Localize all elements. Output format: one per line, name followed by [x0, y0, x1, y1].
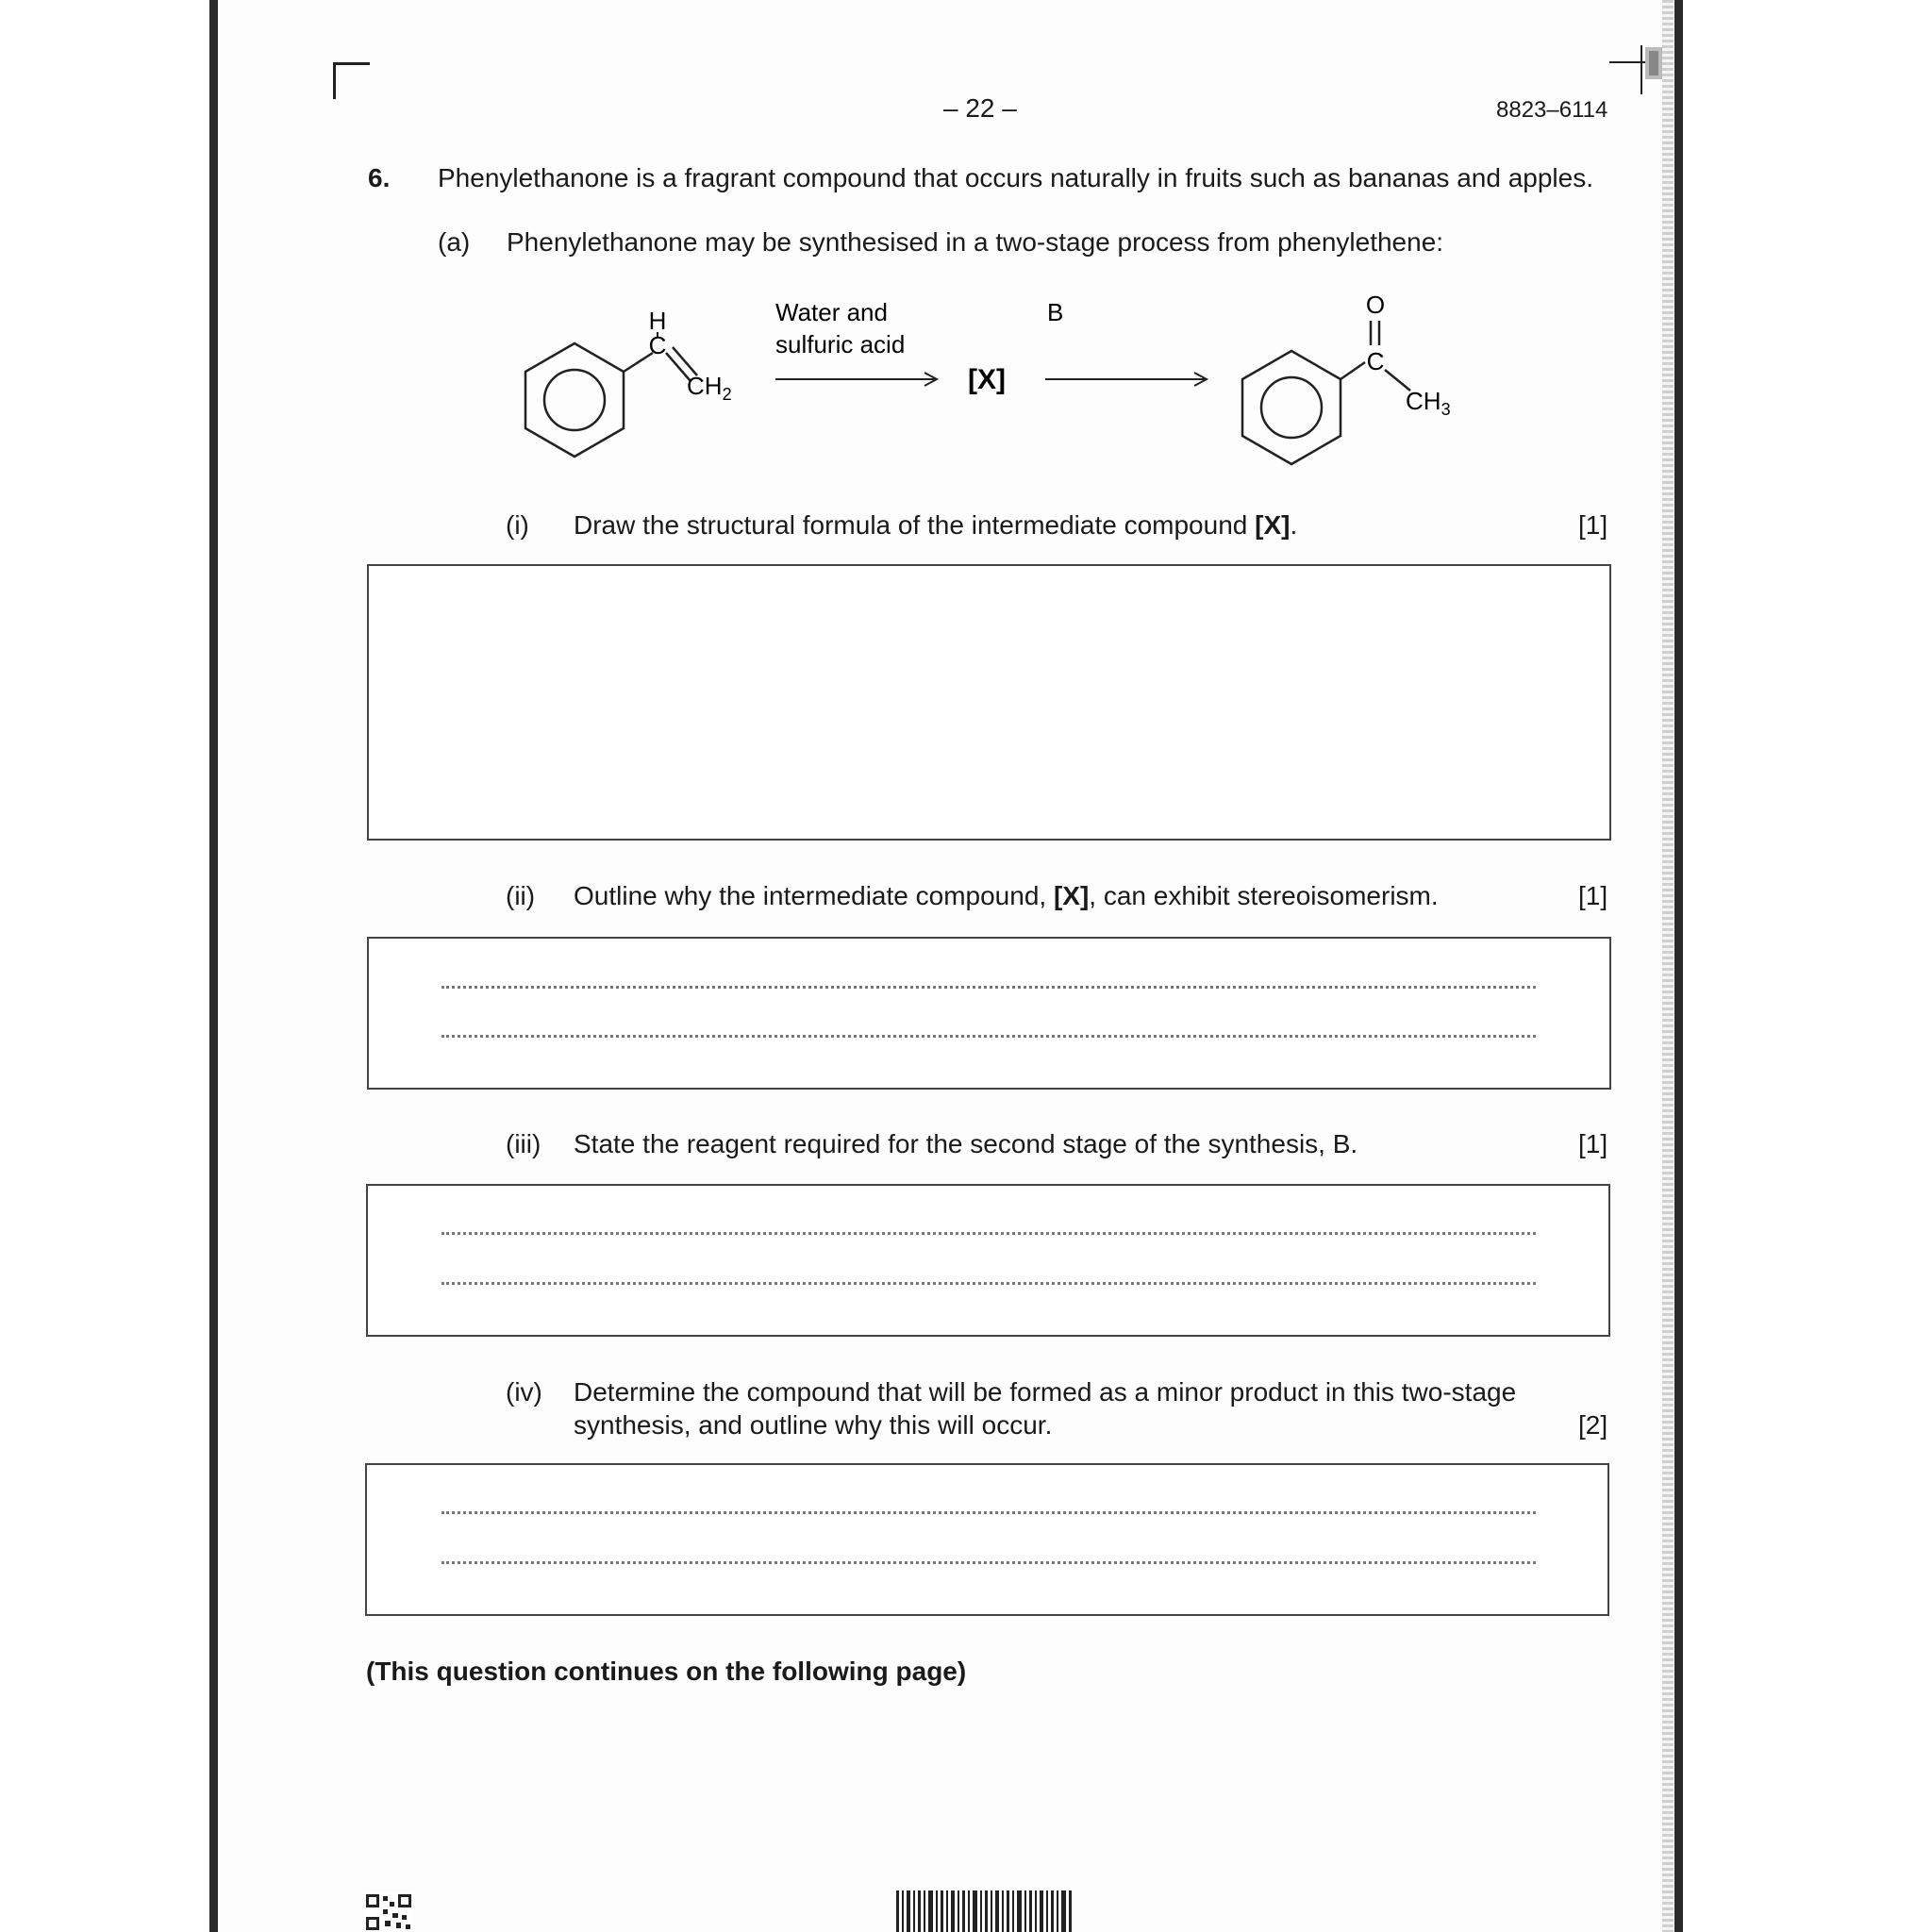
part-a-label: (a) [438, 227, 471, 257]
subpart-i-marks: [1] [1578, 510, 1608, 540]
part-a-text: Phenylethanone may be synthesised in a two-stage process from phenylethene: [507, 227, 1444, 257]
benzene-ring-product [1242, 351, 1341, 464]
corner-registration-mark [333, 62, 370, 99]
answer-line [441, 1282, 1536, 1285]
subpart-iv-marks: [2] [1578, 1410, 1608, 1440]
reaction-arrow-2 [1045, 373, 1207, 386]
subpart-iii-label: (iii) [506, 1129, 541, 1158]
paper-code: 8823–6114 [1496, 97, 1608, 123]
intermediate-x: [X] [968, 364, 1006, 395]
subpart-iii-marks: [1] [1578, 1129, 1608, 1158]
page-edge-strip [1662, 0, 1674, 1932]
subpart-i-text: Draw the structural formula of the intermediate compound [X]. [574, 510, 1298, 540]
product-ch3-group: $CH_3$ [1406, 387, 1451, 419]
reagent-1-line1: Water and [775, 298, 888, 326]
start-ch2-group: $CH_2$ [687, 372, 732, 404]
answer-box-iii[interactable] [366, 1184, 1610, 1337]
page-number: – 22 – [943, 93, 1017, 123]
answer-line [441, 1232, 1536, 1235]
answer-box-i[interactable] [367, 564, 1611, 841]
reagent-2: B [1047, 298, 1064, 326]
continuation-note: (This question continues on the following page) [366, 1657, 967, 1686]
reaction-arrow-1 [775, 373, 937, 386]
benzene-ring-start [525, 343, 624, 457]
product-o-atom: O [1365, 291, 1386, 319]
question-intro: Phenylethanone is a fragrant compound that occurs naturally in fruits such as bananas and apples. [438, 163, 1593, 192]
subpart-iii-text: State the reagent required for the second stage of the synthesis, B. [574, 1129, 1358, 1158]
reagent-1-line2: sulfuric acid [775, 330, 906, 358]
subpart-iv-label: (iv) [506, 1377, 542, 1407]
product-c-atom: C [1366, 347, 1385, 375]
subpart-iv-line2: synthesis, and outline why this will occur. [574, 1410, 1053, 1440]
answer-line [441, 1511, 1536, 1514]
answer-line [441, 1561, 1536, 1564]
start-c-atom: C [648, 331, 667, 359]
barcode-icon [896, 1890, 1075, 1932]
subpart-iv-line1: Determine the compound that will be formed as a minor product in this two-stage [574, 1377, 1517, 1407]
answer-box-ii[interactable] [367, 937, 1611, 1090]
ring-to-carbonyl-bond [1341, 362, 1365, 379]
reaction-scheme [509, 283, 1491, 481]
subpart-ii-label: (ii) [506, 881, 536, 910]
qr-code-icon [364, 1892, 413, 1932]
start-h-atom: H [648, 307, 667, 335]
subpart-i-label: (i) [506, 510, 529, 540]
subpart-ii-marks: [1] [1578, 881, 1608, 910]
answer-box-iv[interactable] [365, 1463, 1609, 1616]
question-number: 6. [368, 163, 391, 192]
subpart-ii-text: Outline why the intermediate compound, [X], can exhibit stereoisomerism. [574, 881, 1439, 910]
answer-line [441, 986, 1536, 989]
answer-line [441, 1035, 1536, 1038]
crosshair-registration-icon [1604, 42, 1670, 98]
